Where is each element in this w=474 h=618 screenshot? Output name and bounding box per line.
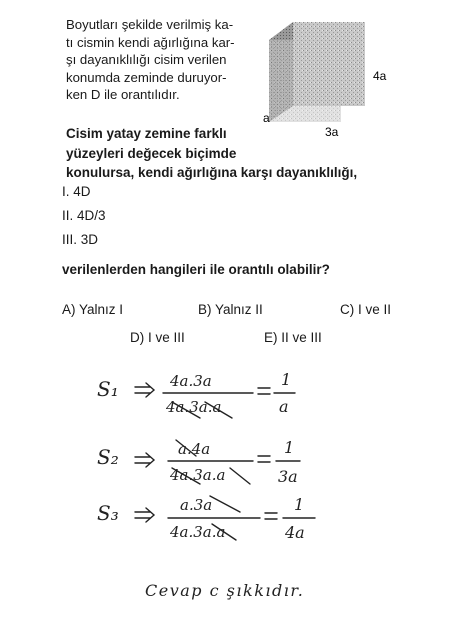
option-e: E) II ve III: [264, 330, 322, 345]
s3-label: S₃: [97, 501, 119, 525]
intro-line: Boyutları şekilde verilmiş ka-: [66, 17, 234, 32]
cancel-stroke: [210, 496, 240, 512]
equals-icon: [265, 513, 277, 519]
intro-line: tı cismin kendi ağırlığına kar-: [66, 34, 235, 50]
s3-result-numerator: 1: [294, 495, 305, 514]
statement-item: II. 4D/3: [62, 208, 106, 223]
intro-line: şı dayanıklılığı cisim verilen: [66, 52, 227, 67]
s1-denominator: 4a.3a.a: [166, 398, 222, 416]
label-height: 4a: [373, 69, 387, 83]
s3-denominator: 4a.3a.a: [170, 523, 226, 541]
s1-numerator: 4a.3a: [170, 372, 212, 390]
statement-item: III. 3D: [62, 232, 99, 247]
s2-result-numerator: 1: [284, 438, 295, 457]
question-line: yüzeyleri değecek biçimde: [66, 145, 237, 161]
arrow-icon: [135, 383, 154, 397]
option-a: A) Yalnız I: [62, 302, 124, 317]
s2-label: S₂: [97, 445, 119, 469]
equals-icon: [258, 456, 270, 462]
s1-label: S₁: [97, 377, 119, 401]
question-line: Cisim yatay zemine farklı: [66, 126, 227, 141]
option-c: C) I ve II: [340, 302, 392, 317]
label-width: 3a: [325, 125, 339, 139]
question-line: konulursa, kendi ağırlığına karşı dayanıklılığı,: [66, 165, 358, 180]
option-b: B) Yalnız II: [198, 302, 263, 317]
s3-numerator: a.3a: [180, 496, 213, 514]
question-prompt: verilenlerden hangileri ile orantılı olabilir?: [62, 262, 330, 277]
s1-result-numerator: 1: [281, 370, 292, 389]
answer-note: Cevap c şıkkıdır.: [145, 581, 305, 600]
statement-list: [62, 180, 106, 252]
statement-item: I. 4D: [62, 184, 91, 199]
option-d: D) I ve III: [130, 330, 185, 345]
label-depth: a: [263, 111, 270, 125]
cancel-stroke: [230, 468, 250, 484]
s3-result-denominator: 4a: [285, 523, 305, 542]
s2-result-denominator: 3a: [278, 467, 298, 486]
s2-denominator: 4a.3a.a: [170, 466, 226, 484]
intro-paragraph: [66, 16, 266, 104]
arrow-icon: [135, 508, 154, 522]
s1-result-denominator: a: [279, 397, 289, 416]
intro-line: konumda zeminde duruyor-: [66, 69, 227, 85]
question-stem: [66, 124, 357, 183]
intro-line: ken D ile orantılıdır.: [66, 87, 180, 102]
s2-numerator: a.4a: [178, 440, 211, 458]
box-figure: [255, 10, 400, 140]
equals-icon: [258, 388, 270, 394]
arrow-icon: [135, 453, 154, 467]
handwritten-solution: [0, 360, 474, 618]
